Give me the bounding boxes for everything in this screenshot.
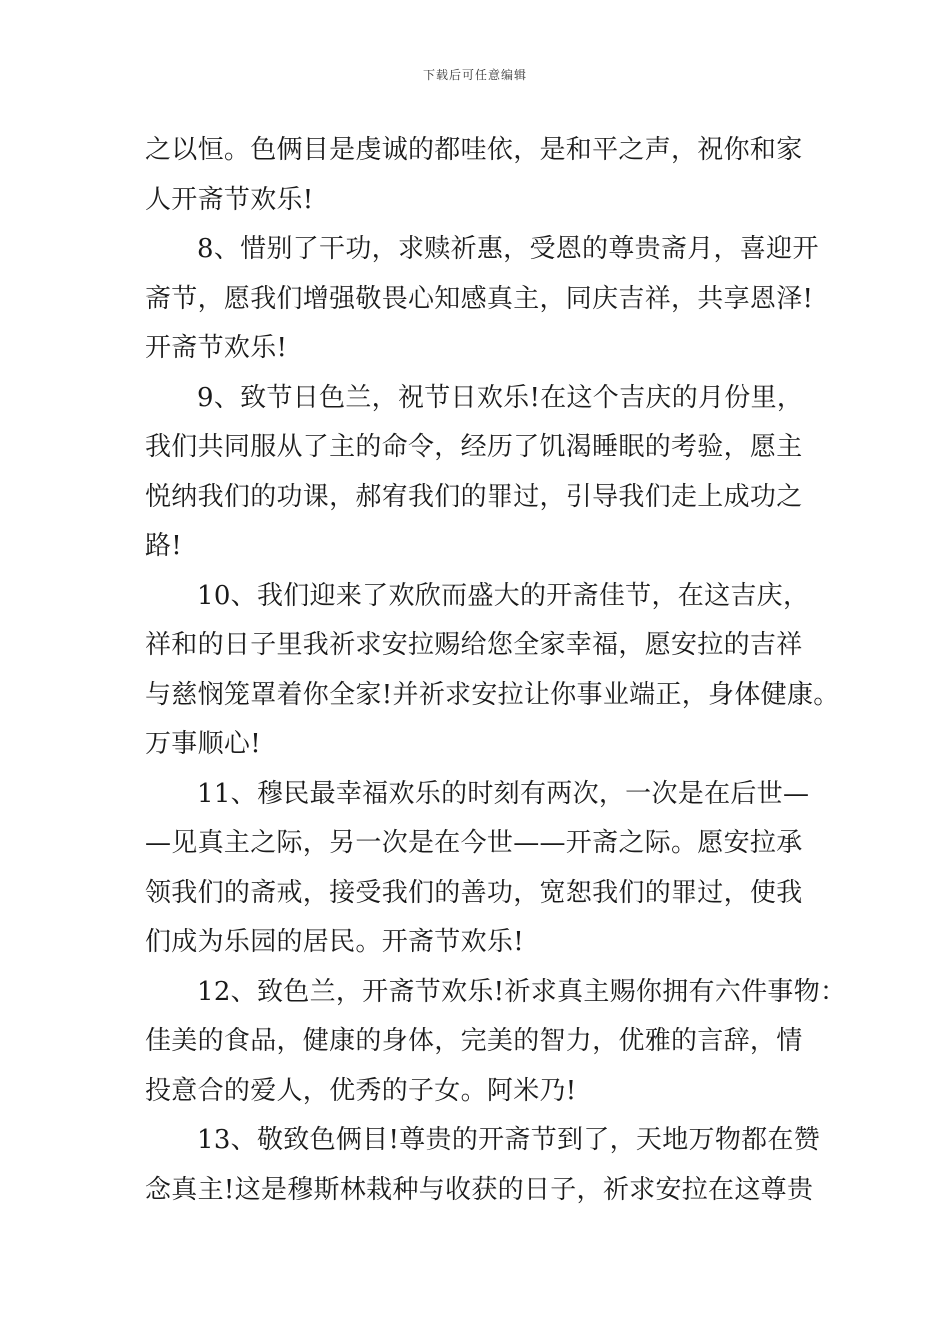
text-line: 人开斋节欢乐!: [145, 184, 314, 215]
paragraph-start-11: 11、穆民最幸福欢乐的时刻有两次，一次是在后世—: [197, 778, 810, 809]
text-line: 领我们的斋戒，接受我们的善功，宽恕我们的罪过，使我: [145, 877, 803, 908]
text-line: 投意合的爱人，优秀的子女。阿米乃!: [145, 1075, 577, 1106]
document-body: [145, 126, 847, 1215]
paragraph-start-13: 13、敬致色俩目!尊贵的开斋节到了，天地万物都在赞: [197, 1125, 821, 1155]
text-line: 佳美的食品，健康的身体，完美的智力，优雅的言辞，情: [145, 1026, 803, 1056]
page-header-note: 下载后可任意编辑: [422, 68, 527, 82]
text-line: 路!: [145, 531, 183, 561]
text-line: 祥和的日子里我祈求安拉赐给您全家幸福，愿安拉的吉祥: [145, 630, 803, 660]
text-line: 开斋节欢乐!: [145, 333, 288, 363]
text-line: 念真主!这是穆斯林栽种与收获的日子，祈求安拉在这尊贵: [145, 1174, 814, 1205]
paragraph-start-9: 9、致节日色兰，祝节日欢乐!在这个吉庆的月份里，: [197, 382, 804, 413]
text-line: 我们共同服从了主的命令，经历了饥渴睡眠的考验，愿主: [145, 432, 803, 462]
text-line: —见真主之际，另一次是在今世——开斋之际。愿安拉承: [145, 828, 803, 858]
text-line: 万事顺心!: [145, 729, 261, 759]
text-line: 悦纳我们的功课，郝宥我们的罪过，引导我们走上成功之: [145, 481, 803, 512]
text-line: 们成为乐园的居民。开斋节欢乐!: [145, 927, 524, 957]
text-line: 斋节，愿我们增强敬畏心知感真主，同庆吉祥，共享恩泽!: [145, 283, 814, 314]
paragraph-start-8: 8、惜别了干功，求赎祈惠，受恩的尊贵斋月，喜迎开: [197, 234, 819, 264]
text-line: 与慈悯笼罩着你全家!并祈求安拉让你事业端正，身体健康。: [145, 679, 840, 710]
paragraph-start-10: 10、我们迎来了欢欣而盛大的开斋佳节，在这吉庆，: [197, 580, 810, 611]
text-line: 之以恒。色俩目是虔诚的都哇依，是和平之声，祝你和家: [145, 135, 803, 165]
paragraph-start-12: 12、致色兰，开斋节欢乐!祈求真主赐你拥有六件事物：: [197, 976, 847, 1007]
